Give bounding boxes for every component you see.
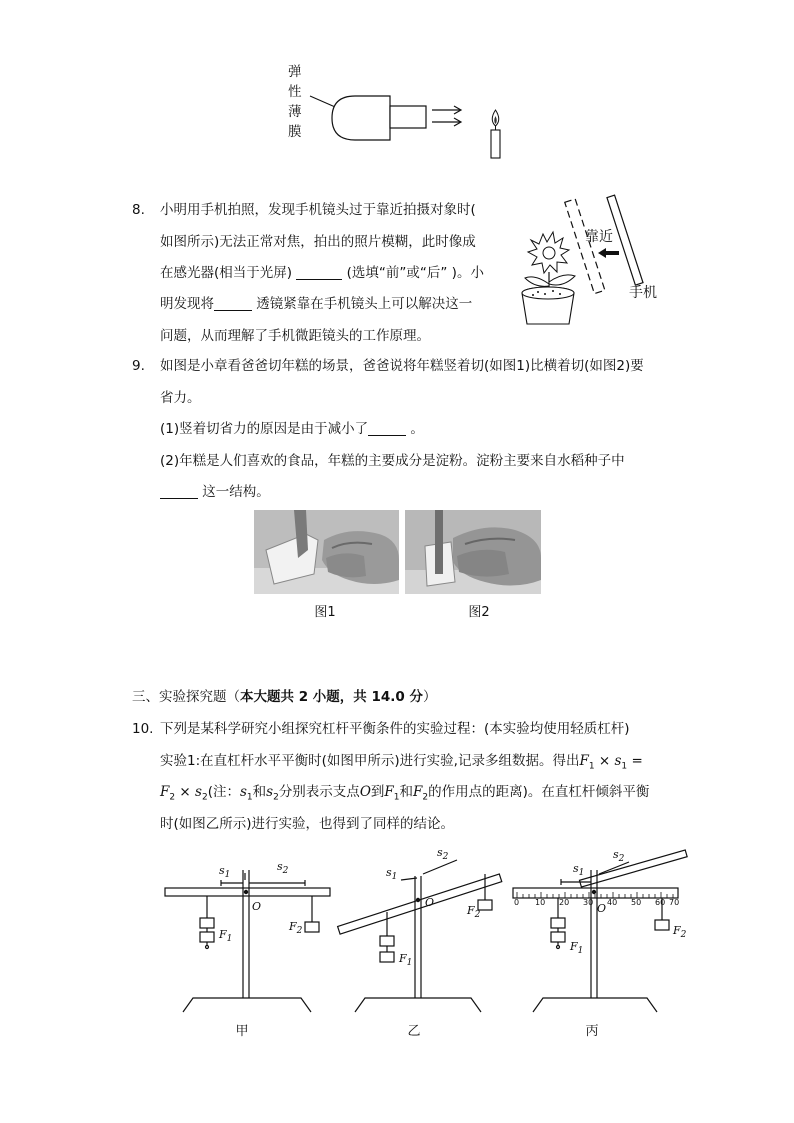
q8-line-1: 小明用手机拍照，发现手机镜头过于靠近拍摄对象时( (160, 202, 476, 218)
yi-o-label: O (425, 896, 435, 909)
caption-figure-1: 图1 (314, 605, 336, 620)
q9-answer-blank-2[interactable] (160, 484, 198, 499)
lever-yi (338, 860, 502, 1012)
ruler-tick: 10 (535, 898, 546, 907)
photo-2-drawing (405, 510, 541, 594)
q9-sub-1 (160, 419, 424, 439)
q9-line-1: 如图是小章看爸爸切年糕的场景，爸爸说将年糕竖着切(如图1)比横着切(如图2)要 (160, 358, 644, 374)
q9-sub-2-cont (160, 482, 270, 502)
q10-line-2-text: 实验1:在直杠杆水平平衡时(如图甲所示)进行实验,记录多组数据。得出 (160, 753, 580, 769)
near-label: 靠近 (585, 229, 613, 245)
phone-flower-figure (505, 192, 675, 332)
question-9-number: 9. (132, 358, 145, 374)
caption-yi: 乙 (407, 1024, 421, 1039)
q10-formula-left: $F_1 \times s_1$ = (579, 753, 643, 772)
q9-sub-1-end: 。 (410, 421, 424, 437)
photo-1-drawing (254, 510, 399, 594)
ruler-tick: 50 (631, 898, 642, 907)
lever-bing (513, 850, 687, 1012)
bing-o-label: O (597, 902, 607, 915)
phone-flower-drawing (505, 192, 675, 332)
membrane-label-char: 膜 (288, 124, 302, 140)
membrane-label-char: 性 (288, 84, 302, 100)
ruler-tick-labels (513, 898, 683, 908)
photo-vertical-cut (254, 510, 399, 594)
q10-line-1: 下列是某科学研究小组探究杠杆平衡条件的实验过程：(本实验均使用轻质杠杆) (160, 721, 630, 737)
membrane-candle-figure (280, 58, 520, 168)
section-3-heading (132, 687, 437, 707)
ruler-tick: 30 (583, 898, 594, 907)
yi-s2-label: $s_2$ (437, 846, 449, 863)
q8-line-3 (160, 263, 484, 283)
jia-s1-label: $s_1$ (219, 864, 231, 881)
lever-drawings (155, 840, 695, 1040)
ruler-tick: 20 (559, 898, 570, 907)
jia-s2-label: $s_2$ (277, 860, 289, 877)
ruler-tick: 40 (607, 898, 618, 907)
yi-f2-label: $F_2$ (467, 904, 481, 921)
ruler-tick: 70 (669, 898, 680, 907)
caption-jia: 甲 (235, 1024, 249, 1039)
bing-f2-label: $F_2$ (673, 924, 687, 941)
q8-line-3-text: 在感光器(相当于光屏) (160, 265, 293, 281)
membrane-label-char: 薄 (288, 104, 302, 120)
lever-jia (165, 870, 330, 1012)
section-3-title: 三、实验探究题（ (132, 689, 240, 705)
lever-figures (155, 840, 695, 1040)
bing-f1-label: $F_1$ (570, 940, 584, 957)
q8-line-4-text-b: 透镜紧靠在手机镜头上可以解决这一 (256, 296, 473, 312)
q8-line-4 (160, 294, 472, 314)
q8-answer-blank-1[interactable] (296, 265, 342, 280)
caption-bing: 丙 (585, 1024, 599, 1039)
q9-sub-2-end: 这一结构。 (202, 484, 270, 500)
ruler-tick: 60 (655, 898, 666, 907)
q8-line-2: 如图所示)无法正常对焦，拍出的照片模糊，此时像成 (160, 234, 476, 250)
q10-formula-right: $F_2 \times s_2$ (160, 784, 208, 803)
bing-s1-label: $s_1$ (573, 862, 585, 879)
yi-f1-label: $F_1$ (399, 952, 413, 969)
q10-line-2 (160, 751, 643, 777)
section-3-meta: 本大题共 2 小题，共 14.0 分 (240, 689, 424, 705)
membrane-drawing (280, 58, 520, 168)
q8-answer-blank-2[interactable] (214, 296, 252, 311)
yi-s1-label: $s_1$ (386, 866, 398, 883)
q8-line-3-text-b: (选填“前”或“后” )。小 (346, 265, 484, 281)
section-3-title-end: ） (423, 689, 437, 705)
q9-answer-blank-1[interactable] (368, 421, 406, 436)
ruler-tick: 0 (514, 898, 520, 907)
q8-line-4-text: 明发现将 (160, 296, 214, 312)
jia-f2-label: $F_2$ (289, 920, 303, 937)
q10-line-3: $F_2 \times s_2$(注：$s_1$和$s_2$分别表示支点O到$F_1$和$F_2$的作用点的距离)。在直杠杆倾斜平衡 (160, 784, 650, 803)
jia-o-label: O (252, 900, 262, 913)
q8-line-5: 问题，从而理解了手机微距镜头的工作原理。 (160, 328, 430, 344)
photo-horizontal-cut (405, 510, 541, 594)
q9-line-2: 省力。 (160, 390, 201, 406)
phone-label: 手机 (629, 285, 657, 301)
jia-f1-label: $F_1$ (219, 928, 233, 945)
q9-sub-2: (2)年糕是人们喜欢的食品，年糕的主要成分是淀粉。淀粉主要来自水稻种子中 (160, 453, 625, 469)
q10-line-4: 时(如图乙所示)进行实验，也得到了同样的结论。 (160, 816, 455, 832)
question-8-number: 8. (132, 202, 145, 218)
q9-sub-1-text: (1)竖着切省力的原因是由于减小了 (160, 421, 369, 437)
question-10-number: 10. (132, 721, 154, 737)
bing-s2-label: $s_2$ (613, 848, 625, 865)
membrane-label-char: 弹 (288, 64, 302, 80)
caption-figure-2: 图2 (468, 605, 490, 620)
